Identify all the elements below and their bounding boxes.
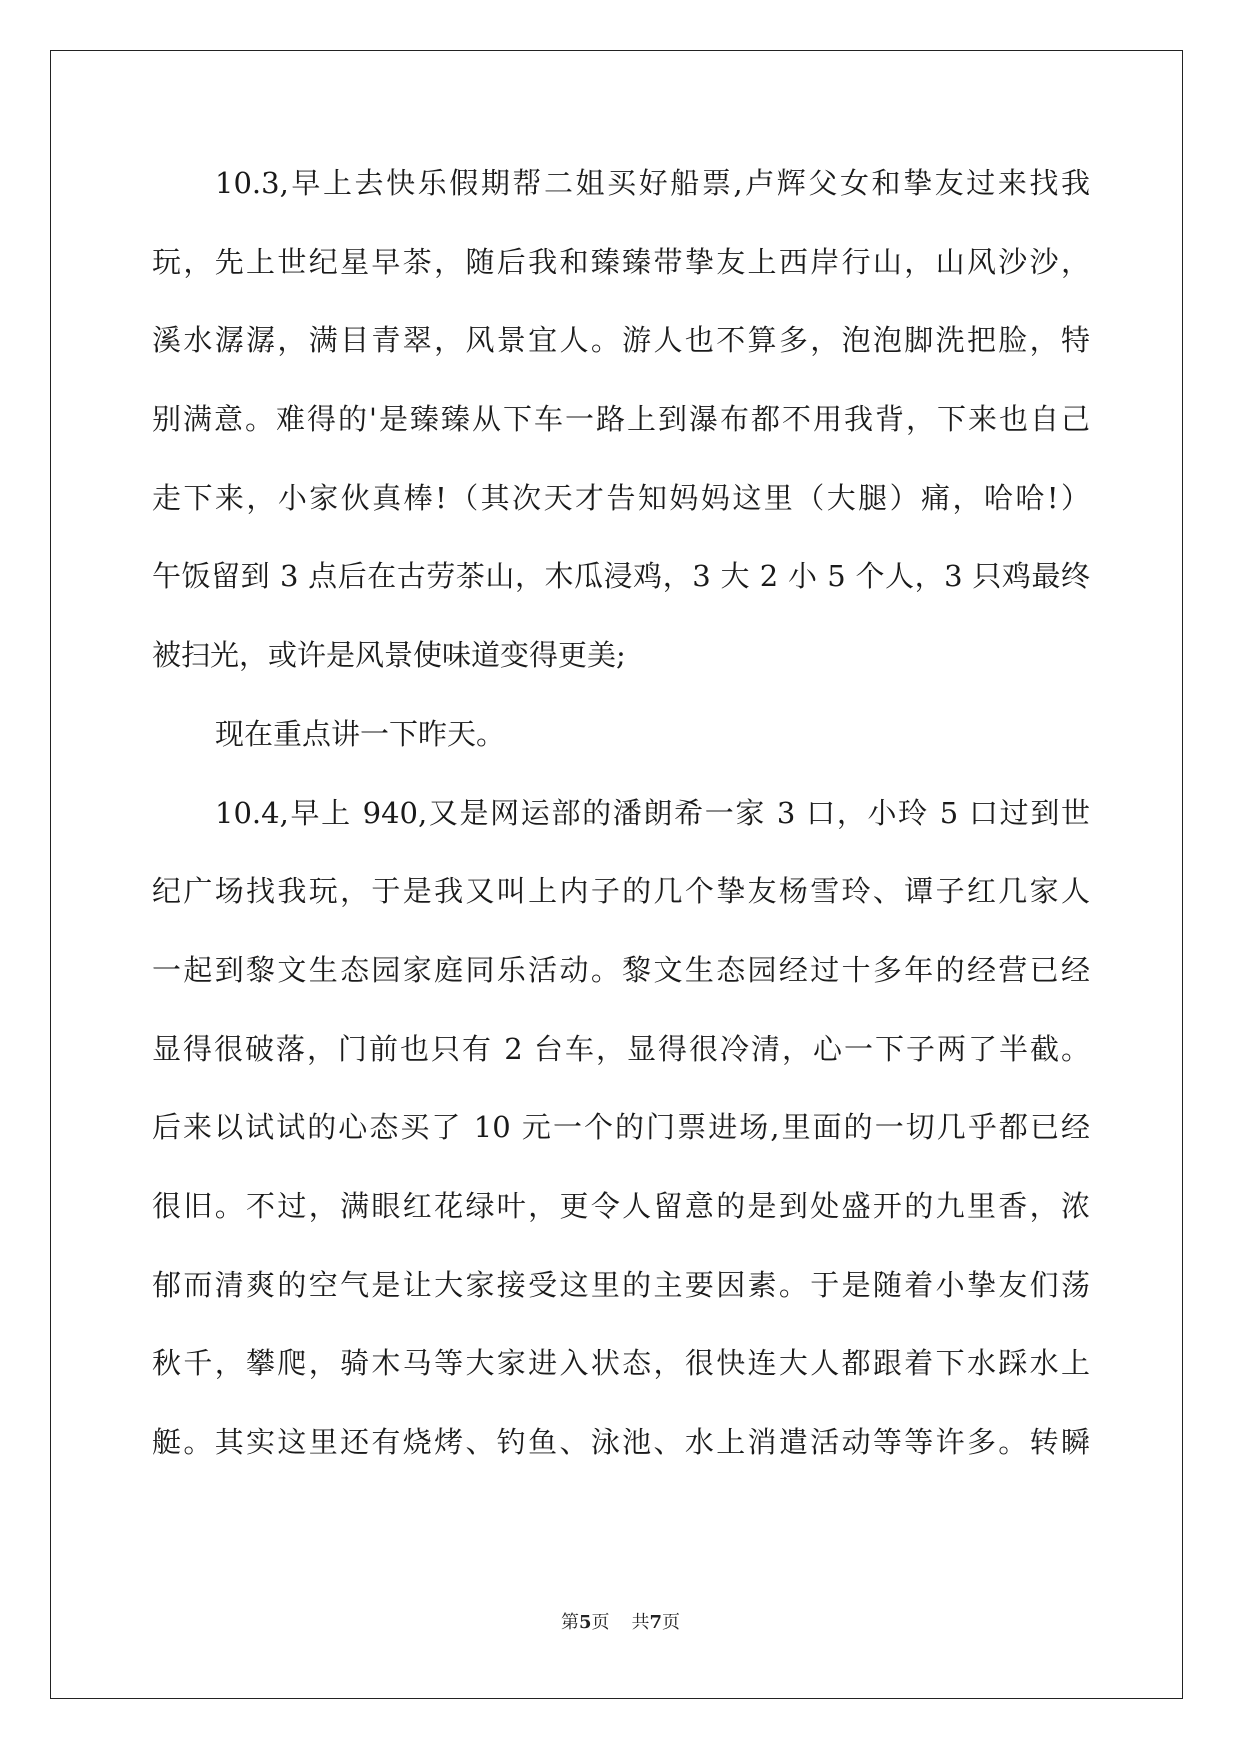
page-prefix: 第 xyxy=(560,1612,579,1633)
paragraph-line: 10.4,早上 940,又是网运部的潘朗希一家 3 口，小玲 5 口过到世 xyxy=(215,795,1090,830)
paragraph-line: 后来以试试的心态买了 10 元一个的门票进场,里面的一切几乎都已经 xyxy=(152,1110,1090,1145)
paragraph-line: 10.3,早上去快乐假期帮二姐买好船票,卢辉父女和挚友过来找我 xyxy=(215,166,1090,200)
paragraph-line: 纪广场找我玩，于是我又叫上内子的几个挚友杨雪玲、谭子红几家人 xyxy=(152,874,1090,909)
paragraph-line: 玩，先上世纪星早茶，随后我和臻臻带挚友上西岸行山，山风沙沙， xyxy=(152,244,1090,279)
paragraph-line: 很旧。不过，满眼红花绿叶，更令人留意的是到处盛开的九里香，浓 xyxy=(152,1188,1090,1223)
paragraph-line: 走下来，小家伙真棒!（其次天才告知妈妈这里（大腿）痛，哈哈!） xyxy=(152,480,1090,515)
total-suffix: 页 xyxy=(662,1612,681,1633)
paragraph-line: 别满意。难得的'是臻臻从下车一路上到瀑布都不用我背，下来也自己 xyxy=(152,402,1090,437)
paragraph-line: 一起到黎文生态园家庭同乐活动。黎文生态园经过十多年的经营已经 xyxy=(152,952,1090,987)
page-footer xyxy=(0,1608,1241,1634)
total-prefix: 共 xyxy=(631,1612,650,1633)
paragraph-line: 午饭留到 3 点后在古劳茶山，木瓜浸鸡，3 大 2 小 5 个人，3 只鸡最终 xyxy=(152,559,1090,594)
paragraph-line: 溪水潺潺，满目青翠，风景宜人。游人也不算多，泡泡脚洗把脸，特 xyxy=(152,323,1090,358)
paragraph-line: 显得很破落，门前也只有 2 台车，显得很冷清，心一下子两了半截。 xyxy=(152,1031,1090,1066)
document-body xyxy=(152,163,1090,1501)
paragraph-line: 秋千，攀爬，骑木马等大家进入状态，很快连大人都跟着下水踩水上 xyxy=(152,1346,1090,1381)
paragraph-line: 郁而清爽的空气是让大家接受这里的主要因素。于是随着小挚友们荡 xyxy=(152,1267,1090,1302)
paragraph-line: 艇。其实这里还有烧烤、钓鱼、泳池、水上消遣活动等等许多。转瞬 xyxy=(152,1425,1090,1459)
paragraph-line: 被扫光，或许是风景使味道变得更美; xyxy=(152,638,626,673)
page-number: 5 xyxy=(578,1612,592,1633)
paragraph-line: 现在重点讲一下昨天。 xyxy=(215,716,506,751)
page-suffix: 页 xyxy=(591,1612,610,1633)
total-pages: 7 xyxy=(649,1612,663,1633)
